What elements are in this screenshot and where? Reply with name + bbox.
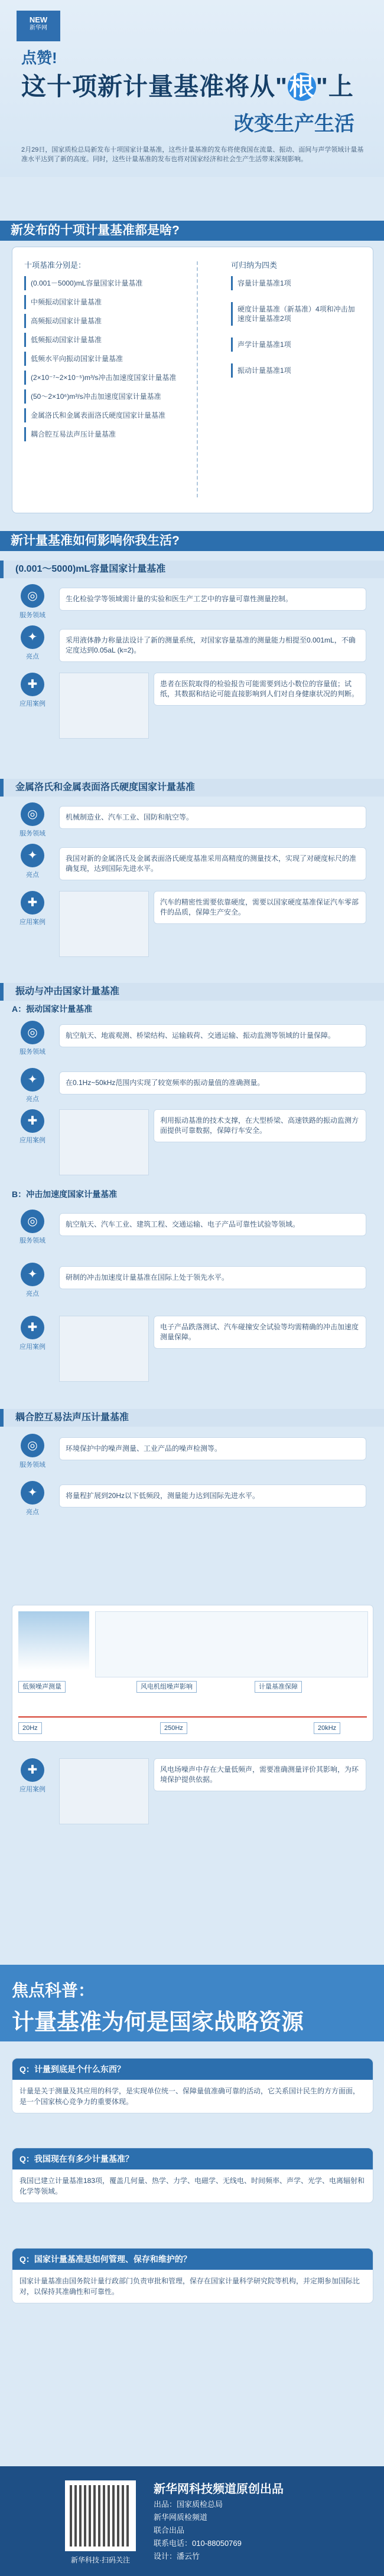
service-text: 环境保护中的噪声测量、工业产品的噪声检测等。 <box>59 1437 366 1460</box>
brand-line1: NEW <box>29 15 48 24</box>
axis-label: 20Hz <box>18 1722 42 1734</box>
highlight-text: 采用液体静力称量法设计了新的测量系统，对国家容量基准的测量能力相提至0.001mL，不确定度达到0.05aL (k=2)。 <box>59 629 366 662</box>
service-icon-col <box>12 802 53 838</box>
highlight-icon-col <box>12 1263 53 1298</box>
sub-title: 金属洛氏和金属表面洛氏硬度国家计量基准 <box>0 779 384 797</box>
left-item: (2×10⁻⁷~2×10⁻⁵)m³/s冲击加速度国家计量基准 <box>24 371 190 385</box>
wind-chart <box>95 1611 368 1677</box>
footer <box>0 2466 384 2576</box>
root-emblem: 根 <box>288 73 316 101</box>
row-service <box>12 802 372 838</box>
left-item: (50～2×10⁶)m³/s冲击加速度国家计量基准 <box>24 389 190 404</box>
service-icon-col <box>12 1434 53 1469</box>
brand-logo <box>17 11 60 41</box>
faq-card <box>12 2058 373 2113</box>
case-icon-col <box>12 1758 53 1794</box>
left-item: (0.001－5000)mL容量国家计量基准 <box>24 276 190 290</box>
right-item: 容量计量基准1项 <box>231 276 361 290</box>
row-highlight <box>12 1481 372 1516</box>
highlight-text: 研制的冲击加速度计量基准在国际上处于领先水平。 <box>59 1266 366 1289</box>
title-part2: "上 <box>315 73 354 100</box>
row-case <box>12 891 372 926</box>
flow-diagram <box>18 1681 367 1740</box>
case-text: 风电场噪声中存在大量低频声，需要准确测量评价其影响，为环境保护提供依据。 <box>154 1758 366 1791</box>
service-text: 航空航天、地震观测、桥梁结构、运输载荷、交通运输、振动监测等领域的计量保障。 <box>59 1024 366 1047</box>
exclaim: 点赞! <box>21 49 57 67</box>
row-case <box>12 1316 372 1351</box>
highlight-label: 亮点 <box>26 653 39 660</box>
qr-code <box>65 2480 136 2551</box>
service-text: 生化检验学等领域需计量的实验和医生产工艺中的容量可靠性测量控制。 <box>59 588 366 611</box>
highlight-icon-col <box>12 844 53 879</box>
science-title2: 计量基准为何是国家战略资源 <box>12 2010 304 2035</box>
left-item: 中频振动国家计量基准 <box>24 295 190 309</box>
case-text: 利用振动基准的技术支撑，在大型桥梁、高速铁路的振动监测方面提供可靠数据，保障行车安全。 <box>154 1109 366 1142</box>
service-text: 航空航天、汽车工业、建筑工程、交通运输、电子产品可靠性试验等领域。 <box>59 1213 366 1236</box>
section2-title: 新计量基准如何影响你我生活? <box>0 531 384 551</box>
footer-line: 设计：潘云竹 <box>154 2552 200 2561</box>
case-icon: ✚ <box>21 1758 44 1782</box>
highlight-label: 亮点 <box>26 1509 39 1516</box>
device-image <box>59 1316 149 1382</box>
row-case <box>12 673 372 708</box>
row-case <box>12 1109 372 1145</box>
page-subtitle: 改变生产生活 <box>234 113 354 135</box>
right-item: 振动计量基准1项 <box>231 363 361 378</box>
footer-line: 联系电话：010-88050769 <box>154 2539 242 2548</box>
bulb-icon: ✦ <box>21 1068 44 1092</box>
sub-title: B：冲击加速度国家计量基准 <box>12 1189 118 1199</box>
science-banner <box>0 1965 384 2041</box>
row-service <box>12 584 372 620</box>
sub-title: (0.001～5000)mL容量国家计量基准 <box>0 561 384 578</box>
footer-line: 新华网质检频道 <box>154 2513 208 2522</box>
case-icon-col <box>12 673 53 708</box>
flow-box: 风电机组噪声影响 <box>136 1681 197 1693</box>
qr-caption: 新华科技·扫码关注 <box>71 2556 130 2564</box>
axis-label: 20kHz <box>314 1722 340 1734</box>
case-label: 应用案例 <box>19 700 45 707</box>
row-highlight <box>12 844 372 879</box>
section1-card <box>12 247 373 513</box>
service-icon-col <box>12 1021 53 1056</box>
section1-title: 新发布的十项计量基准都是啥? <box>0 221 384 241</box>
service-text: 机械制造业、汽车工业、国防和航空等。 <box>59 806 366 829</box>
service-label: 服务领域 <box>19 1048 45 1056</box>
case-icon-col <box>12 1109 53 1145</box>
footer-line: 联合出品 <box>154 2526 185 2535</box>
intro-text: 2月29日，国家质检总局新发布十项国家计量基准，这些计量基准的发布将使我国在流量、振动、面间与声学领域计量基准水平达到了新的高度。同时，这些计量基准的发布也将对国家经济和社会生产生活带来深刻影响。 <box>21 146 364 163</box>
faq-answer: 国家计量基准由国务院计量行政部门负责审批和管理，保存在国家计量科学研究院等机构，并定期参加国际比对，以保持其准确性和可靠性。 <box>19 2277 360 2296</box>
right-list <box>231 259 361 382</box>
bridge-image <box>59 1109 149 1175</box>
service-icon-col <box>12 1210 53 1245</box>
case-label: 应用案例 <box>19 1343 45 1351</box>
faq-question: Q：国家计量基准是如何管理、保存和维护的？ <box>12 2249 373 2270</box>
case-label: 应用案例 <box>19 1786 45 1793</box>
faq-question: Q：我国现在有多少计量基准？ <box>12 2148 373 2169</box>
case-icon-col <box>12 891 53 926</box>
bulb-icon: ✦ <box>21 1263 44 1286</box>
machine-image <box>59 891 149 957</box>
left-item: 低频水平向振动国家计量基准 <box>24 352 190 366</box>
highlight-text: 将量程扩展到20Hz以下低频段，测量能力达到国际先进水平。 <box>59 1484 366 1507</box>
row-service <box>12 1434 372 1469</box>
service-icon: ◎ <box>21 802 44 826</box>
flow-box: 低频噪声测量 <box>18 1681 66 1693</box>
left-title: 十项基准分别是： <box>24 261 86 270</box>
left-item: 高频振动国家计量基准 <box>24 314 190 328</box>
row-service <box>12 1021 372 1056</box>
freq-axis <box>18 1716 367 1718</box>
faq-card <box>12 2248 373 2303</box>
highlight-text: 我国对新的金属洛氏及金属表面洛氏硬度基准采用高精度的测量技术，实现了对硬度标尺的准确复现，达到国际先进水平。 <box>59 847 366 880</box>
service-label: 服务领域 <box>19 1461 45 1469</box>
faq-card <box>12 2148 373 2203</box>
footer-title: 新华网科技频道原创出品 <box>154 2483 284 2496</box>
lab-image <box>59 673 149 739</box>
bulb-icon: ✦ <box>21 625 44 649</box>
case-icon-col <box>12 1316 53 1351</box>
brand-line2: 新华网 <box>30 25 47 31</box>
left-item: 耦合腔互易法声压计量基准 <box>24 427 190 441</box>
case-text: 汽车的精密性需要依靠硬度，需要以国家硬度基准保证汽车零部件的品质，保障生产安全。 <box>154 891 366 924</box>
service-icon: ◎ <box>21 584 44 608</box>
case-icon: ✚ <box>21 673 44 696</box>
service-label: 服务领域 <box>19 1237 45 1244</box>
highlight-text: 在0.1Hz~50kHz范围内实现了较宽频率的振动量值的准确测量。 <box>59 1071 366 1094</box>
footer-lines <box>154 2483 366 2563</box>
case-label: 应用案例 <box>19 919 45 926</box>
service-icon: ◎ <box>21 1021 44 1044</box>
bulb-icon: ✦ <box>21 1481 44 1505</box>
right-item: 硬度计量基准（新基准）4项和冲击加速度计量基准2项 <box>231 302 361 326</box>
row-highlight <box>12 1263 372 1298</box>
service-icon: ◎ <box>21 1434 44 1457</box>
faq-question: Q：计量到底是个什么东西？ <box>12 2059 373 2080</box>
title-part1: 这十项新计量基准将从" <box>21 73 288 100</box>
service-icon: ◎ <box>21 1210 44 1233</box>
left-item: 金属洛氏和金属表面洛氏硬度国家计量基准 <box>24 408 190 422</box>
qr-pattern <box>70 2485 131 2546</box>
service-icon-col <box>12 584 53 620</box>
service-label: 服务领域 <box>19 612 45 619</box>
header <box>0 0 384 177</box>
bulb-icon: ✦ <box>21 844 44 867</box>
row-case <box>12 1758 372 1794</box>
service-label: 服务领域 <box>19 830 45 837</box>
left-item: 低频振动国家计量基准 <box>24 333 190 347</box>
row-service <box>12 1210 372 1245</box>
case-icon: ✚ <box>21 891 44 915</box>
highlight-icon-col <box>12 1481 53 1516</box>
left-list <box>24 259 190 446</box>
faq-answer: 我国已建立计量基准183项，覆盖几何量、热学、力学、电磁学、无线电、时间频率、声学、光学、电离辐射和化学等领域。 <box>19 2177 365 2195</box>
wind-image <box>18 1611 89 1670</box>
row-highlight <box>12 625 372 661</box>
axis-label: 250Hz <box>160 1722 187 1734</box>
highlight-label: 亮点 <box>26 871 39 879</box>
case-label: 应用案例 <box>19 1137 45 1144</box>
case-icon: ✚ <box>21 1316 44 1339</box>
highlight-icon-col <box>12 625 53 661</box>
flow-box: 计量基准保障 <box>255 1681 302 1693</box>
highlight-label: 亮点 <box>26 1290 39 1297</box>
highlight-icon-col <box>12 1068 53 1103</box>
card-binding <box>197 261 223 497</box>
row-highlight <box>12 1068 372 1103</box>
faq-answer: 计量是关于测量及其应用的科学，是实现单位统一、保障量值准确可靠的活动，它关系国计民生的方方面面，是一个国家核心竞争力的重要体现。 <box>19 2087 360 2106</box>
footer-line: 出品：国家质检总局 <box>154 2500 223 2509</box>
case-icon: ✚ <box>21 1109 44 1133</box>
case-text: 患者在医院取得的检验报告可能需要到达小数位的容量值；试纸，其数据和结论可能直接影响到人们对自身健康状况的判断。 <box>154 673 366 706</box>
sub-title: 耦合腔互易法声压计量基准 <box>0 1409 384 1427</box>
windfarm-image <box>59 1758 149 1824</box>
sub-title: A：振动国家计量基准 <box>12 1004 93 1014</box>
right-title: 可归纳为四类 <box>231 261 278 270</box>
case-text: 电子产品跌落测试、汽车碰撞安全试验等均需精确的冲击加速度测量保障。 <box>154 1316 366 1349</box>
sub-title: 振动与冲击国家计量基准 <box>0 983 384 1001</box>
highlight-label: 亮点 <box>26 1096 39 1103</box>
science-title1: 焦点科普： <box>12 1981 95 2000</box>
wind-panel <box>12 1605 373 1742</box>
right-item: 声学计量基准1项 <box>231 337 361 352</box>
page-title <box>21 67 354 103</box>
